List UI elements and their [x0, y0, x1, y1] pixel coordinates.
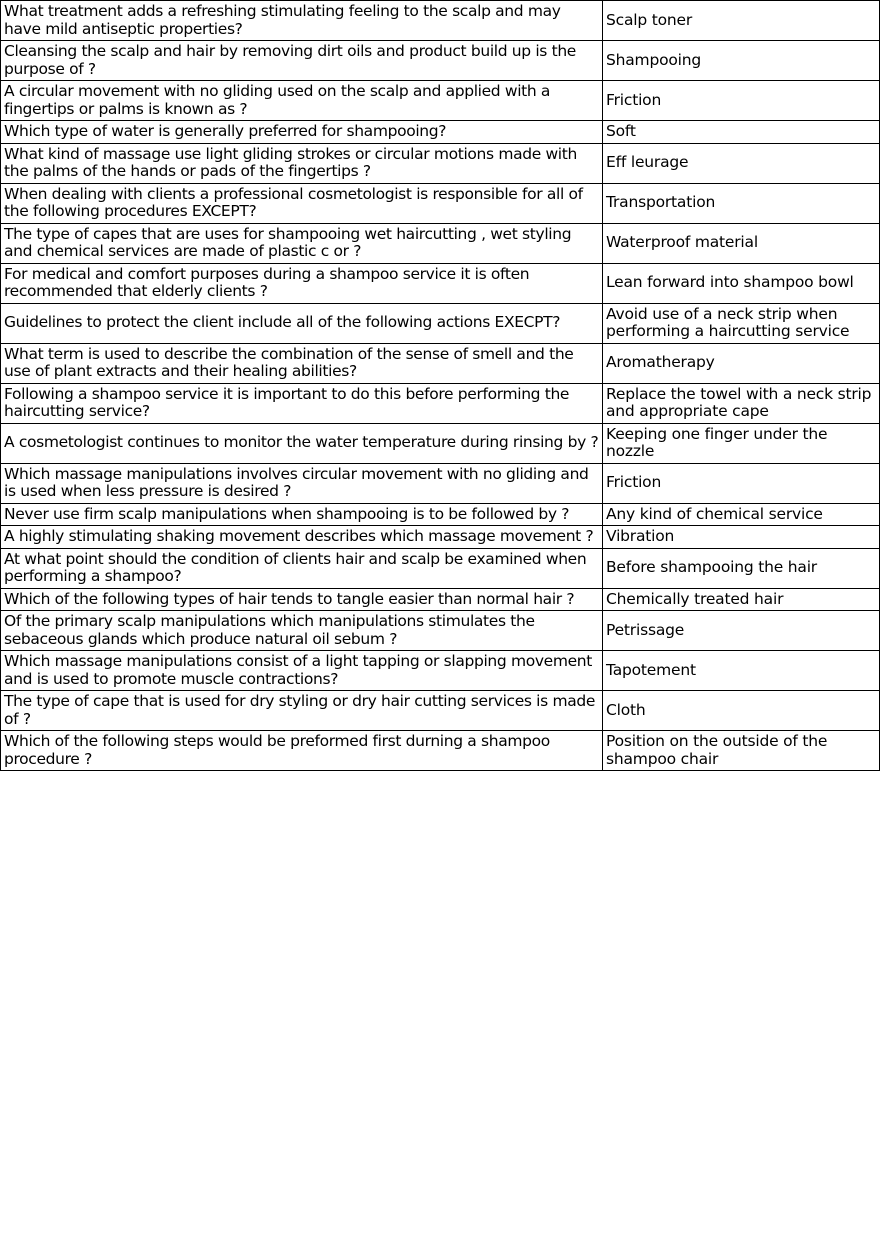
question-cell: Which massage manipulations consist of a light tapping or slapping movement and is used to promote muscle contractions? — [1, 651, 603, 691]
answer-cell: Aromatherapy — [603, 343, 880, 383]
answer-cell: Tapotement — [603, 651, 880, 691]
table-row — [1, 731, 880, 771]
answer-cell: Shampooing — [603, 41, 880, 81]
table-row — [1, 503, 880, 526]
answer-cell: Scalp toner — [603, 1, 880, 41]
answer-cell: Eff leurage — [603, 143, 880, 183]
table-row — [1, 588, 880, 611]
table-row — [1, 81, 880, 121]
question-cell: When dealing with clients a professional cosmetologist is responsible for all of the following procedures EXCEPT? — [1, 183, 603, 223]
table-row — [1, 41, 880, 81]
answer-cell: Waterproof material — [603, 223, 880, 263]
table-row — [1, 343, 880, 383]
answer-cell: Lean forward into shampoo bowl — [603, 263, 880, 303]
table-row — [1, 121, 880, 144]
question-cell: Cleansing the scalp and hair by removing dirt oils and product build up is the purpose of ? — [1, 41, 603, 81]
question-cell: Which of the following types of hair tends to tangle easier than normal hair ? — [1, 588, 603, 611]
question-cell: The type of capes that are uses for shampooing wet haircutting , wet styling and chemical services are made of plastic c or ? — [1, 223, 603, 263]
answer-cell: Transportation — [603, 183, 880, 223]
table-row — [1, 691, 880, 731]
table-row — [1, 651, 880, 691]
answer-cell: Petrissage — [603, 611, 880, 651]
table-row — [1, 383, 880, 423]
answer-cell: Keeping one finger under the nozzle — [603, 423, 880, 463]
table-row — [1, 548, 880, 588]
answer-cell: Friction — [603, 81, 880, 121]
answer-cell: Position on the outside of the shampoo chair — [603, 731, 880, 771]
answer-cell: Cloth — [603, 691, 880, 731]
table-row — [1, 463, 880, 503]
question-cell: What term is used to describe the combination of the sense of smell and the use of plant extracts and their healing abilities? — [1, 343, 603, 383]
question-cell: At what point should the condition of clients hair and scalp be examined when performing a shampoo? — [1, 548, 603, 588]
table-row — [1, 183, 880, 223]
table-row — [1, 423, 880, 463]
answer-cell: Avoid use of a neck strip when performing a haircutting service — [603, 303, 880, 343]
table-row — [1, 143, 880, 183]
question-cell: For medical and comfort purposes during a shampoo service it is often recommended that elderly clients ? — [1, 263, 603, 303]
table-row — [1, 303, 880, 343]
question-cell: What kind of massage use light gliding strokes or circular motions made with the palms of the hands or pads of the fingertips ? — [1, 143, 603, 183]
answer-cell: Friction — [603, 463, 880, 503]
question-cell: Which type of water is generally preferred for shampooing? — [1, 121, 603, 144]
answer-cell: Before shampooing the hair — [603, 548, 880, 588]
question-cell: A highly stimulating shaking movement describes which massage movement ? — [1, 526, 603, 549]
question-cell: What treatment adds a refreshing stimulating feeling to the scalp and may have mild antiseptic properties? — [1, 1, 603, 41]
answer-cell: Soft — [603, 121, 880, 144]
question-cell: A cosmetologist continues to monitor the water temperature during rinsing by ? — [1, 423, 603, 463]
question-cell: Which massage manipulations involves circular movement with no gliding and is used when less pressure is desired ? — [1, 463, 603, 503]
question-cell: A circular movement with no gliding used on the scalp and applied with a fingertips or palms is known as ? — [1, 81, 603, 121]
question-cell: Never use firm scalp manipulations when shampooing is to be followed by ? — [1, 503, 603, 526]
question-cell: Which of the following steps would be preformed first durning a shampoo procedure ? — [1, 731, 603, 771]
question-cell: Following a shampoo service it is important to do this before performing the haircutting service? — [1, 383, 603, 423]
table-row — [1, 1, 880, 41]
answer-cell: Vibration — [603, 526, 880, 549]
table-row — [1, 526, 880, 549]
question-cell: Guidelines to protect the client include all of the following actions EXECPT? — [1, 303, 603, 343]
answer-cell: Any kind of chemical service — [603, 503, 880, 526]
table-row — [1, 223, 880, 263]
table-row — [1, 263, 880, 303]
question-cell: The type of cape that is used for dry styling or dry hair cutting services is made of ? — [1, 691, 603, 731]
answer-cell: Chemically treated hair — [603, 588, 880, 611]
table-row — [1, 611, 880, 651]
question-cell: Of the primary scalp manipulations which manipulations stimulates the sebaceous glands which produce natural oil sebum ? — [1, 611, 603, 651]
qa-table-body — [1, 1, 880, 771]
answer-cell: Replace the towel with a neck strip and appropriate cape — [603, 383, 880, 423]
